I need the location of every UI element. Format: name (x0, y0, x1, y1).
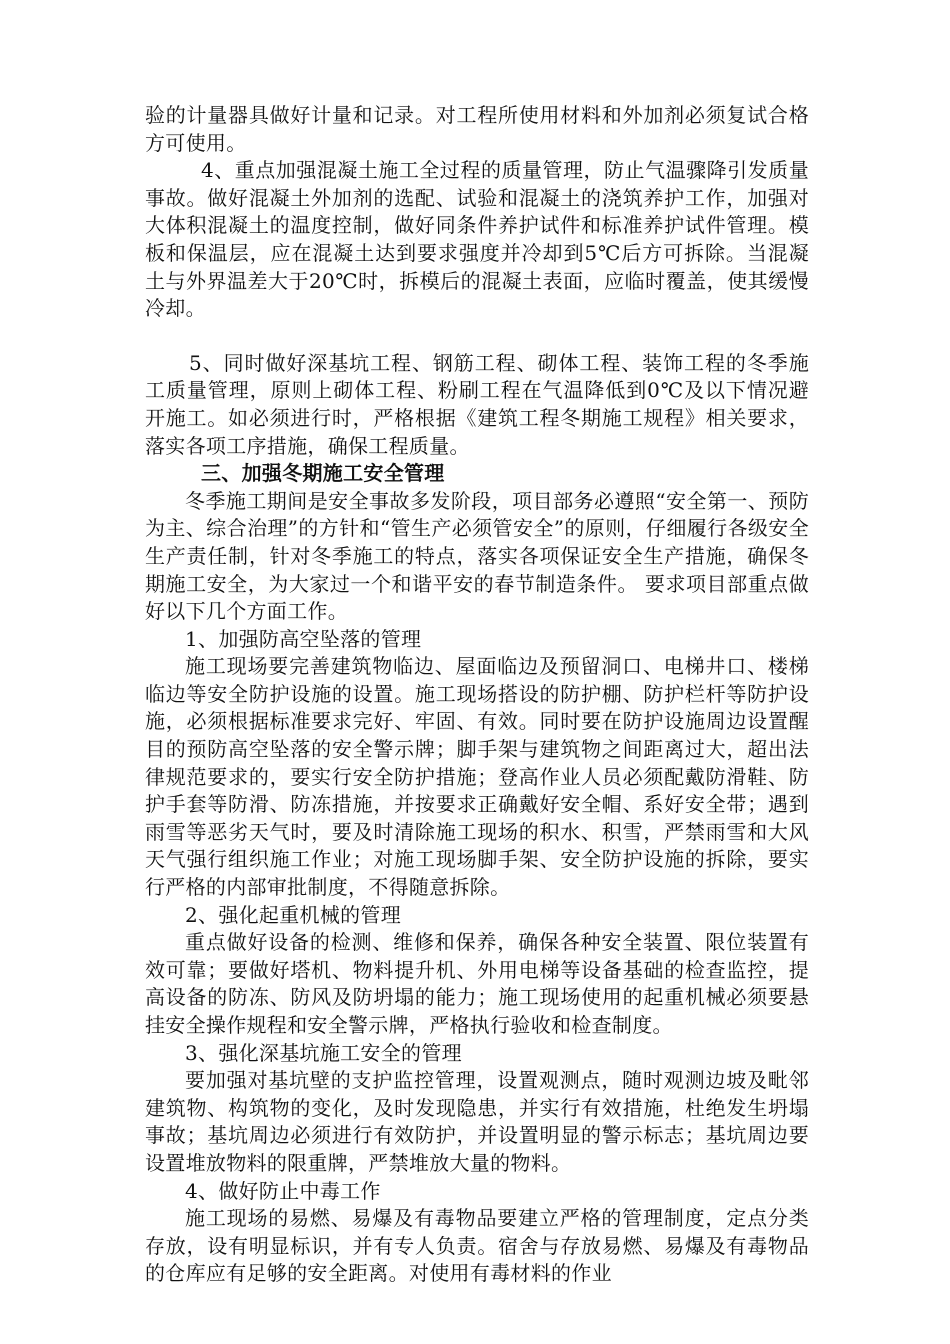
paragraph-poisoning: 施工现场的易燃、易爆及有毒物品要建立严格的管理制度，定点分类存放，设有明显标识，并有专人负责。宿舍与存放易燃、易爆及有毒物品的仓库应有足够的安全距离。对使用有毒材料的作业 (145, 1206, 809, 1286)
paragraph-deep-pit: 要加强对基坑壁的支护监控管理，设置观测点，随时观测边坡及毗邻建筑物、构筑物的变化，及时发现隐患，并实行有效措施，杜绝发生坍塌事故；基坑周边必须进行有效防护，并设置明显的警示标志；基坑周边要设置堆放物料的限重牌，严禁堆放大量的物料。 (145, 1068, 809, 1175)
paragraph-lifting-machinery: 重点做好设备的检测、维修和保养，确保各种安全装置、限位装置有效可靠；要做好塔机、物料提升机、外用电梯等设备基础的检查监控，提高设备的防冻、防风及防坍塌的能力；施工现场使用的起重机械必须要悬挂安全操作规程和安全警示牌，严格执行验收和检查制度。 (145, 930, 809, 1037)
paragraph-continuation: 验的计量器具做好计量和记录。对工程所使用材料和外加剂必须复试合格方可使用。 (145, 103, 809, 155)
section-heading-3: 三、加强冬期施工安全管理 (201, 461, 445, 486)
paragraph-item-5: 5、同时做好深基坑工程、钢筋工程、砌体工程、装饰工程的冬季施工质量管理，原则上砌体工程、粉刷工程在气温降低到0℃及以下情况避开施工。如必须进行时，严格根据《建筑工程冬期施工规程》相关要求，落实各项工序措施，确保工程质量。 (145, 350, 809, 458)
subheading-fall-protection: 1、加强防高空坠落的管理 (185, 626, 422, 651)
paragraph-gap (145, 323, 809, 350)
paragraph-safety-intro: 冬季施工期间是安全事故多发阶段，项目部务必遵照“安全第一、预防为主、综合治理”的方针和“管生产必须管安全”的原则，仔细履行各级安全生产责任制，针对冬季施工的特点，落实各项保证安全生产措施，确保冬期施工安全，为大家过一个和谐平安的春节制造条件。 要求项目部重点做好以下几个方面工作。 (145, 488, 809, 624)
subheading-deep-pit: 3、强化深基坑施工安全的管理 (185, 1040, 462, 1065)
paragraph-item-4: 4、重点加强混凝土施工全过程的质量管理，防止气温骤降引发质量事故。做好混凝土外加剂的选配、试验和混凝土的浇筑养护工作，加强对大体积混凝土的温度控制，做好同条件养护试件和标准养护试件管理。模板和保温层，应在混凝土达到要求强度并冷却到5℃后方可拆除。当混凝土与外界温差大于20℃时，拆模后的混凝土表面，应临时覆盖，使其缓慢冷却。 (145, 158, 809, 321)
subheading-poisoning: 4、做好防止中毒工作 (185, 1178, 381, 1203)
subheading-lifting-machinery: 2、强化起重机械的管理 (185, 902, 402, 927)
paragraph-fall-protection: 施工现场要完善建筑物临边、屋面临边及预留洞口、电梯井口、楼梯临边等安全防护设施的设置。施工现场搭设的防护棚、防护栏杆等防护设施，必须根据标准要求完好、牢固、有效。同时要在防护设施周边设置醒目的预防高空坠落的安全警示牌；脚手架与建筑物之间距离过大，超出法律规范要求的，要实行安全防护措施；登高作业人员必须配戴防滑鞋、防护手套等防滑、防冻措施，并按要求正确戴好安全帽、系好安全带；遇到雨雪等恶劣天气时，要及时清除施工现场的积水、积雪，严禁雨雪和大风天气强行组织施工作业；对施工现场脚手架、安全防护设施的拆除，要实行严格的内部审批制度，不得随意拆除。 (145, 654, 809, 900)
document-body (145, 102, 809, 1288)
